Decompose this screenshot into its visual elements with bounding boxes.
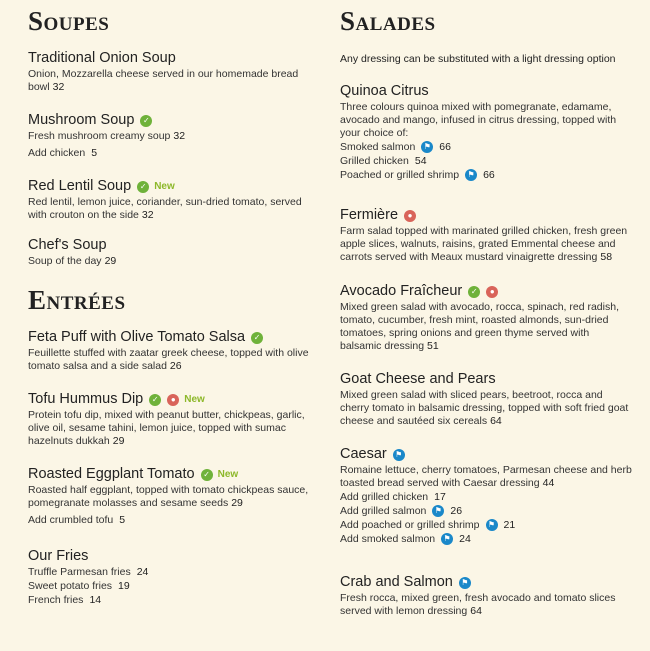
item-price: 64 [470, 605, 482, 617]
option-line: French fries 14 [28, 594, 102, 606]
option-line: Poached or grilled shrimp ⚑ 66 [340, 169, 495, 181]
option-line: Smoked salmon ⚑ 66 [340, 141, 451, 153]
option-line: Add poached or grilled shrimp ⚑ 21 [340, 519, 516, 531]
item-desc: Protein tofu dip, mixed with peanut butter, chickpeas, garlic, olive oil, sesame tahini, lemon juice, topped with sumac hazelnuts dukkah [28, 409, 305, 447]
salades-title: Salades [340, 6, 436, 36]
option-line: Add smoked salmon ⚑ 24 [340, 533, 471, 545]
vegetarian-icon: ✓ [251, 332, 263, 344]
fish-icon: ⚑ [441, 533, 453, 545]
vegetarian-icon: ✓ [149, 394, 161, 406]
option-line: Truffle Parmesan fries 24 [28, 566, 149, 578]
item-name: Fermière [340, 207, 399, 223]
item-name: Our Fries [28, 548, 89, 564]
item-name: Mushroom Soup [28, 112, 135, 128]
option-line: Sweet potato fries 19 [28, 580, 130, 592]
item-desc: Roasted half eggplant, topped with tomato chickpeas sauce, pomegranate molasses and sesame seeds [28, 484, 309, 509]
menu-item-avocado-fraicheur [340, 283, 632, 353]
addon-label: Add crumbled tofu [28, 514, 114, 526]
menu-item-onion-soup [28, 50, 318, 94]
option-line: Add grilled chicken 17 [340, 491, 446, 503]
item-desc: Red lentil, lemon juice, coriander, sun-dried tomato, served with crouton on the side [28, 196, 302, 221]
fish-icon: ⚑ [421, 141, 433, 153]
item-price: 58 [600, 251, 613, 263]
nut-icon: ● [404, 210, 416, 222]
item-price: 29 [104, 255, 117, 267]
item-price: 64 [490, 415, 502, 427]
item-name: Chef's Soup [28, 237, 107, 253]
item-desc: Romaine lettuce, cherry tomatoes, Parmesan cheese and herb toasted bread served with Caesar dressing [340, 464, 632, 489]
item-price: 32 [141, 209, 154, 221]
menu-item-chefs-soup [28, 237, 318, 268]
vegetarian-icon: ✓ [137, 181, 149, 193]
menu-item-goat-cheese-pears [340, 371, 632, 428]
item-name: Goat Cheese and Pears [340, 371, 496, 387]
entrees-title: Entrées [28, 285, 126, 315]
vegetarian-icon: ✓ [468, 286, 480, 298]
new-badge: New [184, 394, 205, 405]
item-price: 29 [231, 497, 243, 509]
menu-item-tofu-hummus-dip [28, 391, 318, 448]
item-price: 29 [112, 435, 125, 447]
item-name: Traditional Onion Soup [28, 50, 176, 66]
dressing-note: Any dressing can be substituted with a light dressing option [340, 53, 616, 65]
item-desc: Onion, Mozzarella cheese served in our homemade bread bowl [28, 68, 299, 93]
item-price: 32 [173, 130, 186, 142]
item-name: Avocado Fraîcheur [340, 283, 463, 299]
menu-item-crab-salmon [340, 574, 632, 618]
addon-price: 5 [91, 147, 98, 159]
menu-item-mushroom-soup [28, 112, 318, 160]
item-name: Caesar [340, 446, 387, 462]
item-desc: Mixed green salad with sliced pears, beetroot, rocca and cherry tomato in balsamic dressing, topped with soft fried goat cheese and sautéed six cereals [340, 389, 629, 427]
fish-icon: ⚑ [432, 505, 444, 517]
addon-price: 5 [119, 514, 126, 526]
item-desc: Soup of the day [28, 255, 102, 267]
vegetarian-icon: ✓ [140, 115, 152, 127]
item-price: 26 [169, 360, 182, 372]
new-badge: New [154, 181, 175, 192]
fish-icon: ⚑ [465, 169, 477, 181]
option-line: Add grilled salmon ⚑ 26 [340, 505, 463, 517]
item-desc: Mixed green salad with avocado, rocca, spinach, red radish, tomato, cucumber, fresh mint, roasted almonds, sun-dried tomatoes, spring onions and green thyme served with balsamic dressing [340, 301, 619, 352]
item-name: Roasted Eggplant Tomato [28, 466, 195, 482]
menu-item-caesar [340, 446, 632, 546]
nut-icon: ● [167, 394, 179, 406]
menu-item-fermiere [340, 207, 632, 264]
fish-icon: ⚑ [486, 519, 498, 531]
new-badge: New [217, 469, 239, 480]
menu-item-roasted-eggplant [28, 466, 318, 527]
menu-item-red-lentil-soup [28, 178, 318, 222]
item-name: Feta Puff with Olive Tomato Salsa [28, 329, 246, 345]
nut-icon: ● [486, 286, 498, 298]
addon-label: Add chicken [28, 147, 86, 159]
item-desc: Feuillette stuffed with zaatar greek cheese, topped with olive tomato salsa and a side salad [28, 347, 309, 372]
item-price: 51 [427, 340, 439, 352]
item-name: Quinoa Citrus [340, 83, 429, 99]
item-desc: Three colours quinoa mixed with pomegranate, edamame, avocado and mango, infused in citrus dressing, topped with your choice of: [340, 101, 617, 139]
fish-icon: ⚑ [393, 449, 405, 461]
item-name: Crab and Salmon [340, 574, 453, 590]
menu-item-feta-puff [28, 329, 318, 373]
soupes-title: Soupes [28, 6, 110, 36]
item-price: 32 [52, 81, 65, 93]
item-desc: Fresh rocca, mixed green, fresh avocado and tomato slices served with lemon dressing [340, 592, 616, 617]
fish-icon: ⚑ [459, 577, 471, 589]
item-name: Tofu Hummus Dip [28, 391, 144, 407]
menu-item-our-fries [28, 548, 318, 607]
item-price: 44 [542, 477, 555, 489]
item-desc: Fresh mushroom creamy soup [28, 130, 171, 142]
item-name: Red Lentil Soup [28, 178, 132, 194]
item-desc: Farm salad topped with marinated grilled chicken, fresh green apple slices, walnuts, raisins, grated Emmental cheese and carrots served with Meaux mustard vinaigrette dressing [340, 225, 628, 263]
menu-item-quinoa-citrus [340, 83, 632, 182]
option-line: Grilled chicken 54 [340, 155, 427, 167]
vegetarian-icon: ✓ [201, 469, 213, 481]
